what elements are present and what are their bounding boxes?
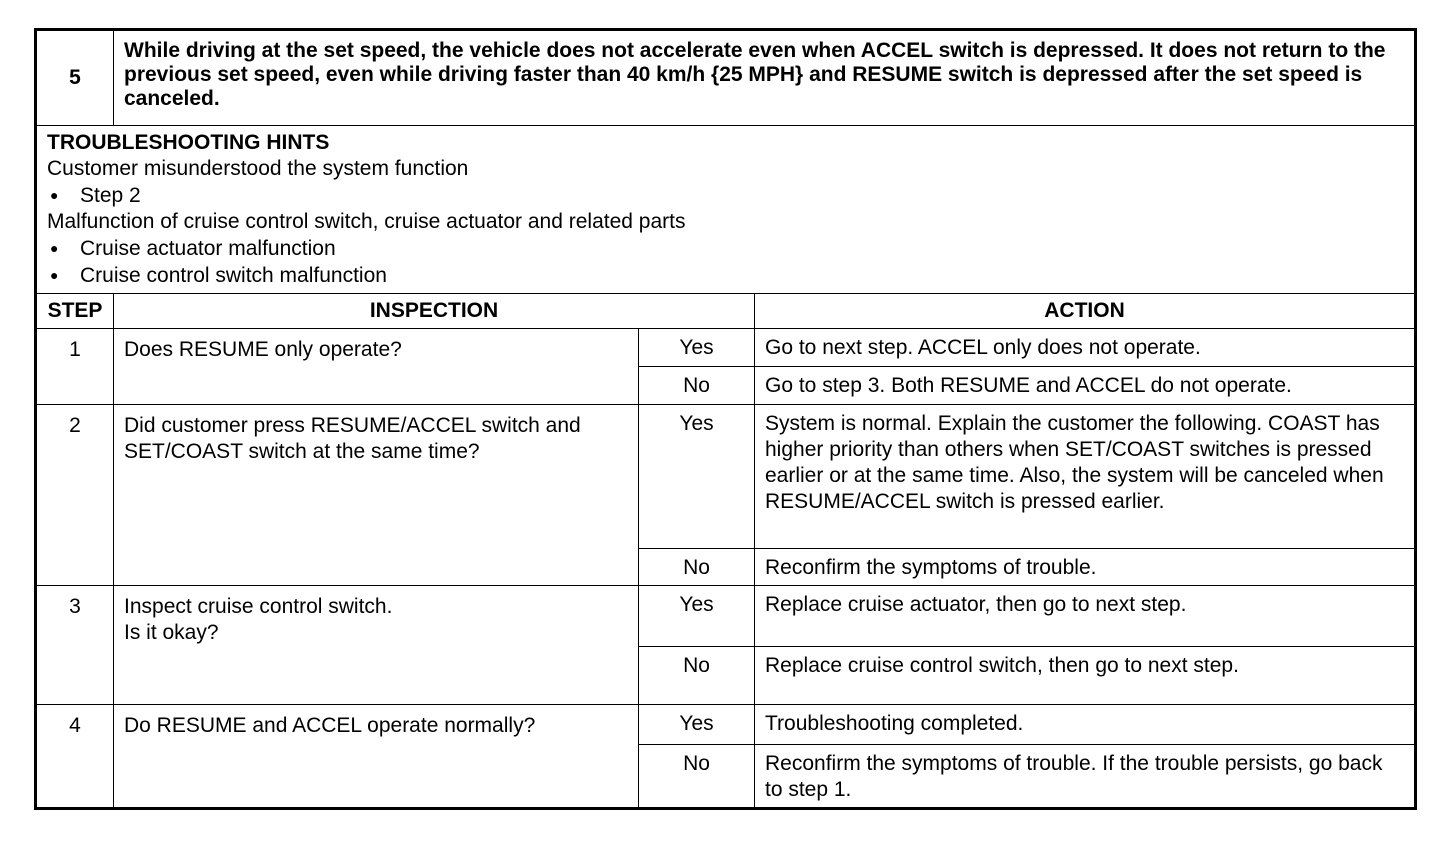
no-action: Reconfirm the symptoms of trouble. If the trouble persists, go back to step 1. [755, 745, 1416, 809]
symptom-number: 5 [36, 30, 114, 126]
no-label: No [639, 745, 755, 809]
symptom-description: While driving at the set speed, the vehicle does not accelerate even when ACCEL switch is depressed. It does not return to the previous set speed, even while driving faster than 40 km/h {25 MPH} and RESUME switch is depressed after the set speed is canceled. [114, 30, 1416, 126]
hint-bullet: ● Cruise control switch malfunction [47, 262, 1404, 289]
hints-title: TROUBLESHOOTING HINTS [47, 131, 330, 154]
symptom-row [36, 30, 1416, 126]
yes-label: Yes [639, 586, 755, 647]
inspection-line: Is it okay? [124, 621, 219, 644]
inspection-header: INSPECTION [114, 294, 755, 329]
yes-action: System is normal. Explain the customer the following. COAST has higher priority than others when SET/COAST switches is pressed earlier or at the same time. Also, the system will be canceled when RESUME/ACCEL switch is pressed earlier. [755, 405, 1416, 549]
hint-group-heading: Malfunction of cruise control switch, cruise actuator and related parts [47, 210, 686, 233]
step-number: 3 [36, 586, 114, 705]
yes-action: Troubleshooting completed. [755, 705, 1416, 745]
yes-action: Replace cruise actuator, then go to next step. [755, 586, 1416, 647]
no-label: No [639, 549, 755, 586]
inspection-text: Did customer press RESUME/ACCEL switch and SET/COAST switch at the same time? [114, 405, 639, 586]
hint-bullet: ● Cruise actuator malfunction [47, 235, 1404, 262]
yes-label: Yes [639, 329, 755, 367]
hint-group-heading: Customer misunderstood the system function [47, 157, 469, 180]
yes-action: Go to next step. ACCEL only does not operate. [755, 329, 1416, 367]
no-action: Go to step 3. Both RESUME and ACCEL do not operate. [755, 367, 1416, 405]
troubleshooting-table [34, 28, 1417, 810]
yes-label: Yes [639, 705, 755, 745]
hint-bullet: ● Step 2 [47, 182, 1404, 209]
table-row [36, 329, 1416, 367]
inspection-text [114, 586, 639, 705]
inspection-line: Inspect cruise control switch. [124, 595, 393, 618]
no-label: No [639, 367, 755, 405]
no-action: Replace cruise control switch, then go to next step. [755, 647, 1416, 705]
no-action: Reconfirm the symptoms of trouble. [755, 549, 1416, 586]
yes-label: Yes [639, 405, 755, 549]
step-number: 2 [36, 405, 114, 586]
step-number: 4 [36, 705, 114, 809]
table-row [36, 586, 1416, 647]
table-row [36, 705, 1416, 745]
hints-row [36, 126, 1416, 294]
inspection-text: Does RESUME only operate? [114, 329, 639, 405]
step-number: 1 [36, 329, 114, 405]
header-row [36, 294, 1416, 329]
inspection-text: Do RESUME and ACCEL operate normally? [114, 705, 639, 809]
table-row [36, 405, 1416, 549]
no-label: No [639, 647, 755, 705]
troubleshooting-hints [36, 126, 1416, 294]
step-header: STEP [36, 294, 114, 329]
action-header: ACTION [755, 294, 1416, 329]
